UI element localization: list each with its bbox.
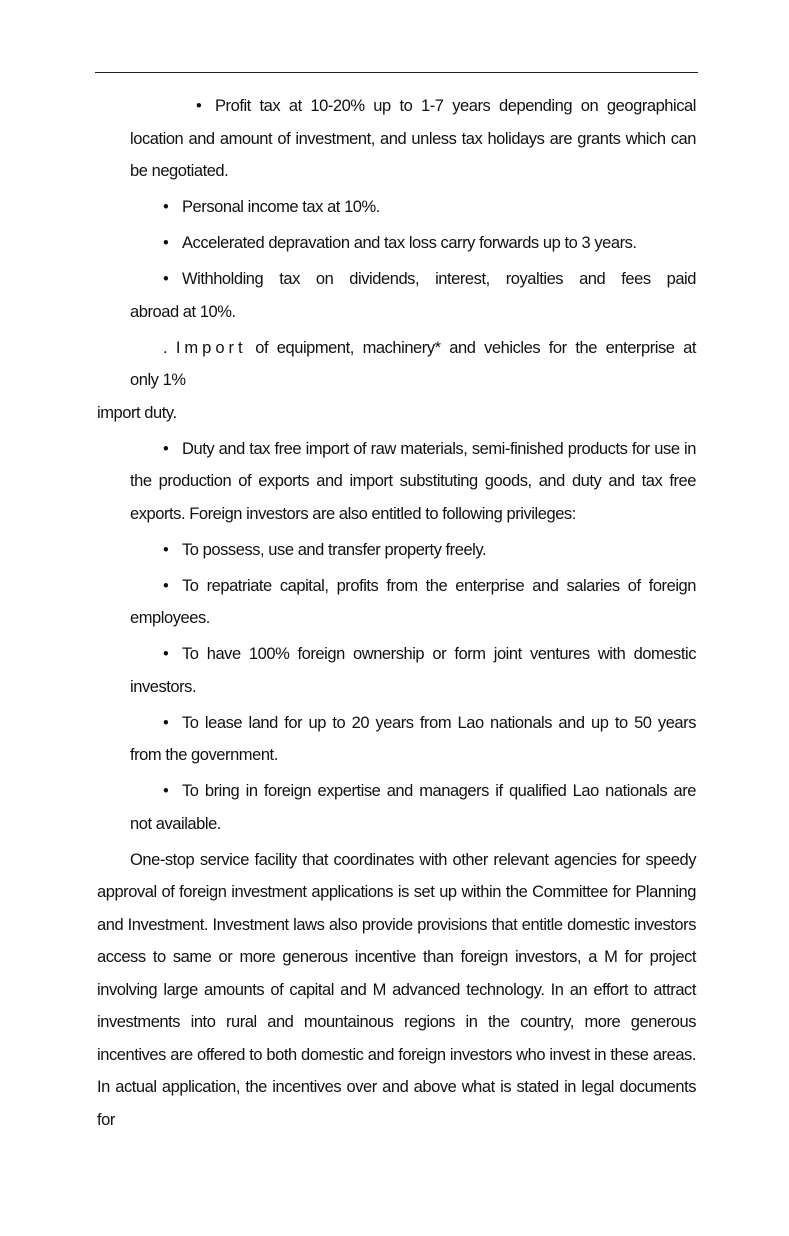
header-rule [95,72,698,73]
bullet-icon: • [163,645,169,663]
list-item-profit-tax: • Profit tax at 10-20% up to 1-7 years depending on geographical location and amount of investment, and unless tax holidays are grants which can be negotiated. [130,90,696,188]
privilege-item: • To bring in foreign expertise and managers if qualified Lao nationals are not available. [130,775,696,840]
page-content [97,90,696,1140]
list-item-import: . Import of equipment, machinery* and vehicles for the enterprise at only 1% import duty. [97,338,697,422]
list-item-withholding-tax: • Withholding tax on dividends, interest, royalties and fees paid abroad at 10%. [130,263,696,328]
bullet-icon: • [163,198,169,216]
privilege-item: • To lease land for up to 20 years from Lao nationals and up to 50 years from the government. [130,707,696,772]
bullet-icon: • [163,234,169,252]
bullet-icon: • [163,782,169,800]
list-item-duty-free-import: • Duty and tax free import of raw materials, semi-finished products for use in the production of exports and import substituting goods, and duty and tax free exports. Foreign investors are also entitled to following privileges: [130,433,696,531]
bullet-icon: • [163,270,169,288]
bullet-icon: • [163,540,169,559]
list-item-accelerated-depravation: • Accelerated depravation and tax loss carry forwards up to 3 years. [130,227,696,260]
bullet-icon: • [163,713,169,732]
privilege-item: • To possess, use and transfer property freely. [130,534,696,567]
privilege-item: • To have 100% foreign ownership or form joint ventures with domestic investors. [130,638,696,703]
bullet-icon: • [196,97,202,115]
bullet-icon: • [163,576,169,595]
closing-paragraph: One-stop service facility that coordinates with other relevant agencies for speedy approval of foreign investment applications is set up within the Committee for Planning and Investment. Investment laws also provide provisions that entitle domestic investors access to same or more generous incentive than foreign investors, a M for project involving large amounts of capital and M advanced technology. In an effort to attract investments into rural and mountainous regions in the country, more generous incentives are offered to both domestic and foreign investors who invest in these areas. In actual application, the incentives over and above what is stated in legal documents for [97,850,696,1129]
list-item-personal-income-tax: • Personal income tax at 10%. [130,191,696,224]
privilege-item: • To repatriate capital, profits from the enterprise and salaries of foreign employees. [130,570,696,635]
bullet-icon: • [163,439,169,458]
